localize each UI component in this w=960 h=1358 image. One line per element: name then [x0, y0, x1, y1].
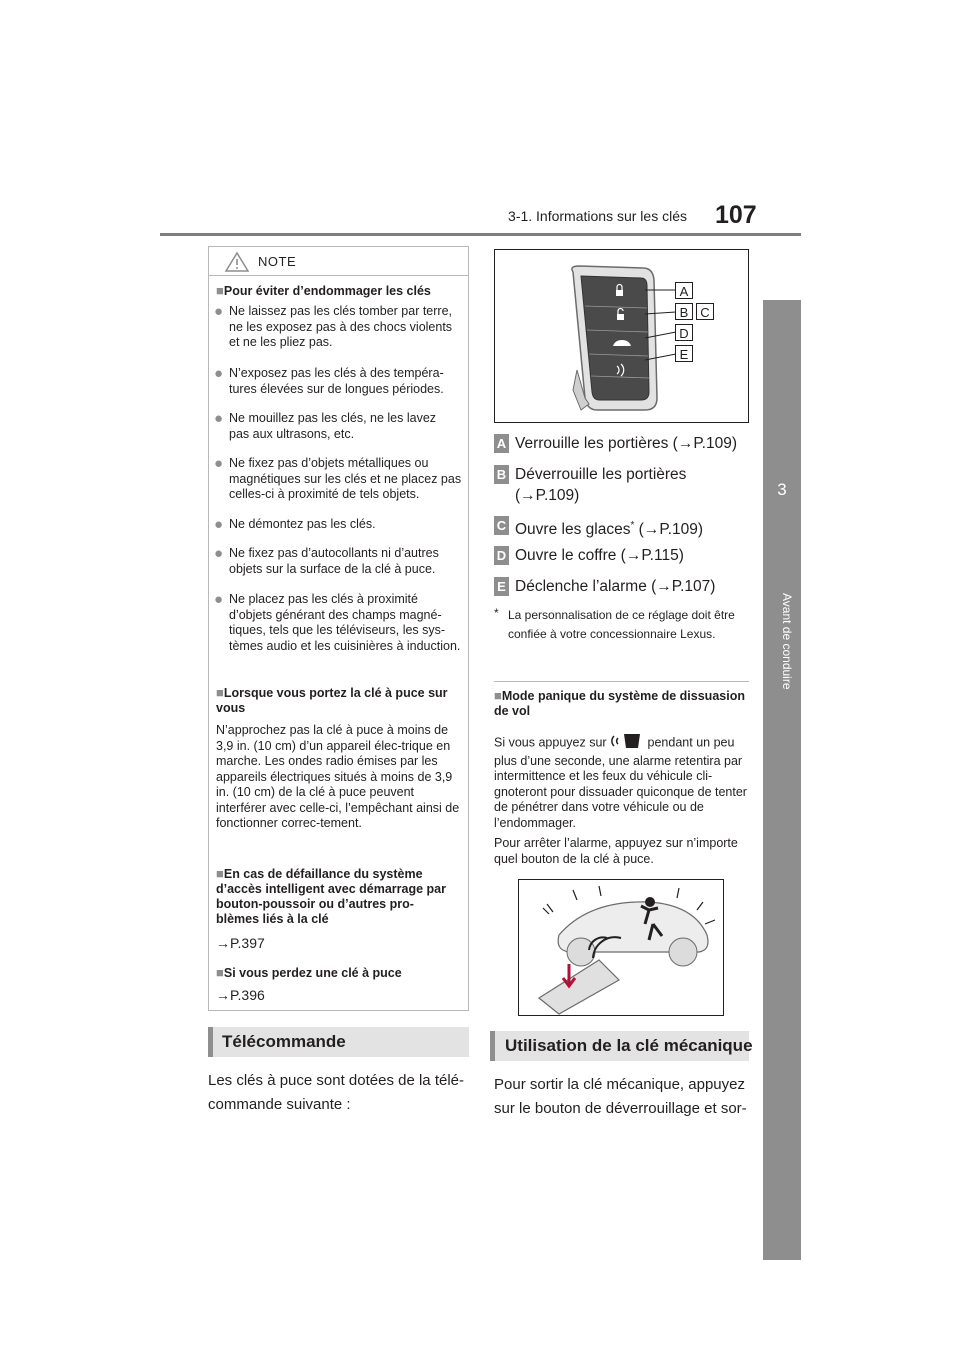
footnote-mark: * — [494, 606, 499, 620]
note-bullet-text: Ne placez pas les clés à proximité d’objets générant des champs magné-tiques, tels que les téléviseurs, les sys-tèmes audio et les cuisinières à induction. — [229, 592, 461, 653]
note-title: NOTE — [258, 254, 297, 269]
chapter-tab — [763, 300, 801, 1260]
key-fob-illustration — [494, 249, 749, 423]
function-badge: E — [494, 577, 509, 596]
chapter-title: 3-1. Informations sur les clés — [508, 208, 687, 224]
function-text-ref: (→P.109) — [515, 487, 580, 504]
note-bullet-text: Ne fixez pas d’autocollants ni d’autres objets sur la surface de la clé à puce. — [229, 546, 439, 576]
section-title: Utilisation de la clé mécanique — [505, 1036, 753, 1055]
note-heading: ■Si vous perdez une clé à puce — [216, 965, 402, 980]
function-text: Verrouille les portières (→P.109) — [515, 435, 737, 452]
divider — [494, 681, 749, 682]
section-title: Télécommande — [222, 1032, 346, 1051]
function-badge: C — [494, 516, 509, 535]
callout-a: A — [675, 282, 693, 299]
note-bullet: ● — [214, 516, 224, 533]
note-bullet: ● — [214, 545, 224, 562]
note-bullet-text: Ne démontez pas les clés. — [229, 517, 376, 531]
note-bullet: ● — [214, 410, 224, 427]
note-bullet-text: Ne fixez pas d’objets métalliques ou magnétiques sur les clés et ne placez pas celles-ci à proximité de tels objets. — [229, 456, 462, 501]
callout-e: E — [675, 345, 693, 362]
note-heading: ■Pour éviter d’endommager les clés — [216, 283, 431, 298]
note-bullet-text: Ne laissez pas les clés tomber par terre, ne les exposez pas à des chocs violents et ne les pliez pas. — [229, 304, 453, 349]
header-rule — [160, 233, 801, 236]
note-heading: ■En cas de défaillance du système d’accès intelligent avec démarrage par bouton-poussoir ou d’autres pro-blèmes liés à la clé — [216, 866, 446, 926]
panic-paragraph: Si vous appuyez sur pendant un peu plus d’une seconde, une alarme retentira par intermittence et les feux du véhicule cli-gnoteront pour dissuader quiconque de tenter de pénétrer dans votre véhicule ou de l’endommager. — [494, 733, 750, 831]
function-badge: D — [494, 546, 509, 565]
page-reference[interactable]: →P.396 — [216, 987, 265, 1003]
function-badge: B — [494, 465, 509, 484]
function-text: Ouvre les glaces* (→P.109) — [515, 520, 703, 539]
function-badge: A — [494, 434, 509, 453]
chapter-tab-label: Avant de conduire — [780, 593, 794, 690]
section-body: Les clés à puce sont dotées de la télé-commande suivante : — [208, 1072, 464, 1113]
note-bullet: ● — [214, 591, 224, 608]
page-reference[interactable]: →P.397 — [216, 935, 265, 951]
callout-b: B — [675, 303, 693, 320]
chapter-tab-number: 3 — [777, 480, 787, 499]
function-text: Déclenche l’alarme (→P.107) — [515, 578, 716, 595]
alarm-button-icon — [610, 733, 644, 754]
footnote-star: * — [630, 520, 635, 531]
note-bullet: ● — [214, 303, 224, 320]
panic-heading: ■Mode panique du système de dissuasion de vol — [494, 688, 745, 718]
note-bullet-text: Ne mouillez pas les clés, ne les lavez pas aux ultrasons, etc. — [229, 411, 437, 441]
note-bullet-text: N’exposez pas les clés à des tempéra-tures élevées sur de longues périodes. — [229, 366, 444, 396]
note-paragraph: N’approchez pas la clé à puce à moins de 3,9 in. (10 cm) d’un appareil élec-trique en marche. Les ondes radio émises par les appareils électriques situés à moins de 3,9 in. (10 cm) de la clé à puce peuvent interférer avec celle-ci, l’empêchant ainsi de fonctionner correc-tement. — [216, 723, 460, 830]
panic-stop-text: Pour arrêter l’alarme, appuyez sur n’importe quel bouton de la clé à puce. — [494, 836, 738, 866]
footnote-text: La personnalisation de ce réglage doit être confiée à votre concessionnaire Lexus. — [508, 608, 735, 641]
page-number: 107 — [715, 201, 757, 229]
callout-c: C — [696, 303, 714, 320]
warning-triangle-icon — [224, 251, 250, 278]
callout-d: D — [675, 324, 693, 341]
function-text: Déverrouille les portières — [515, 466, 687, 483]
note-bullet: ● — [214, 455, 224, 472]
panic-mode-illustration — [518, 879, 724, 1016]
section-body: Pour sortir la clé mécanique, appuyez sur le bouton de déverrouillage et sor- — [494, 1076, 747, 1117]
note-heading: ■Lorsque vous portez la clé à puce sur vous — [216, 685, 448, 715]
function-text: Ouvre le coffre (→P.115) — [515, 547, 684, 564]
note-bullet: ● — [214, 365, 224, 382]
